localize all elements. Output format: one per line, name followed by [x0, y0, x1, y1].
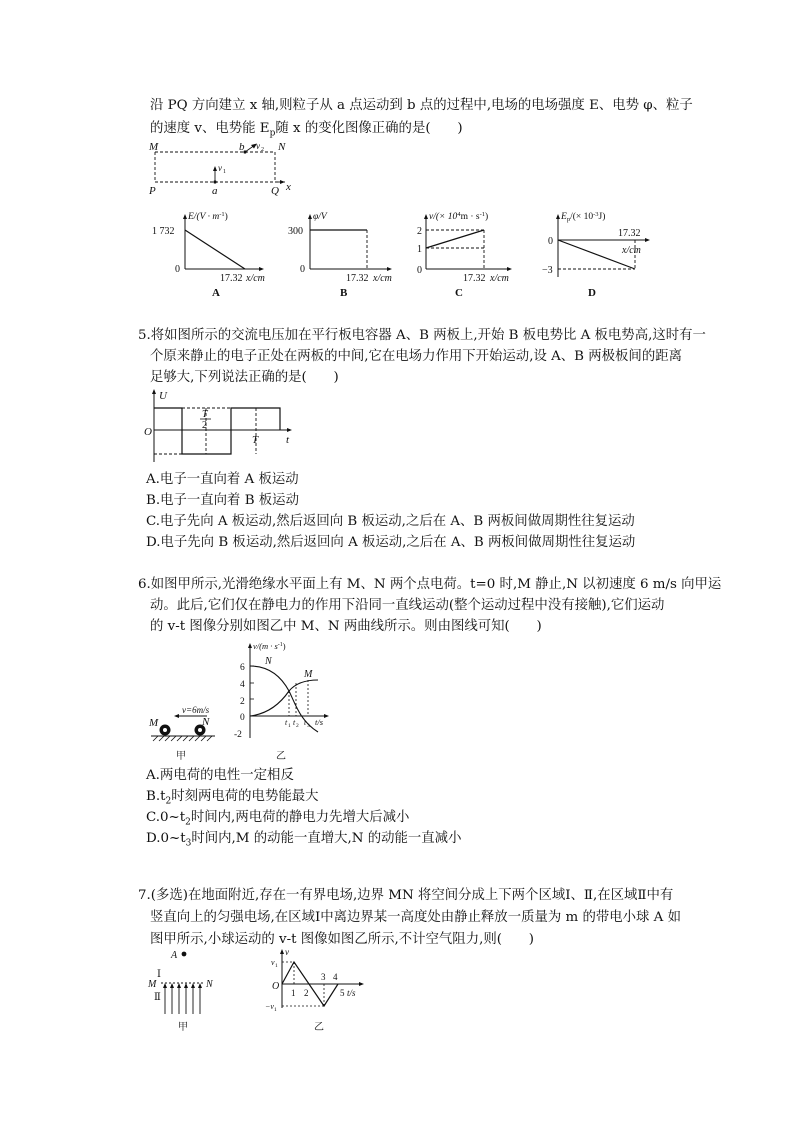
q4c-line	[426, 230, 484, 248]
q6-tick-t3: t	[304, 718, 307, 727]
q6-label-n: N	[202, 716, 210, 728]
q4-stem-line2-b: 随 x 的变化图像正确的是( )	[275, 121, 463, 136]
q4-graph-d	[540, 207, 665, 299]
q4d-option-label: D	[588, 287, 596, 299]
q4d-x-arrowhead	[645, 238, 650, 242]
q4b-ylabel: φ/V	[313, 212, 327, 222]
q7-caption-yi: 乙	[314, 1022, 324, 1033]
q4-field-diagram	[145, 138, 305, 196]
q4-label-a: a	[212, 185, 218, 197]
q7-label-n: N	[206, 979, 213, 990]
q4-x-arrow	[280, 180, 285, 184]
q4d-xlabel: x/cm	[622, 245, 641, 256]
q4-label-v2: v	[256, 141, 260, 151]
q4a-origin: 0	[175, 264, 180, 275]
q7-tick-3: 3	[321, 972, 326, 982]
q5-label-u: U	[159, 390, 167, 402]
q5-stem-line1: 5.将如图所示的交流电压加在平行板电容器 A、B 两板上,开始 B 板电势比 A 板电势高,这时有一	[138, 328, 706, 343]
q6-ytick-neg2: -2	[234, 730, 242, 740]
q4-label-q: Q	[271, 185, 279, 197]
q4a-x-arrowhead	[259, 267, 264, 271]
q7-label-v1-sub: 1	[275, 963, 278, 969]
q4d-y-arrowhead	[556, 214, 560, 219]
q5-label-time: t	[286, 434, 290, 446]
q7-fig-jia	[145, 946, 225, 1036]
q4a-y-arrowhead	[183, 214, 187, 219]
q6-option-a: A.两电荷的电性一定相反	[146, 768, 294, 783]
q4d-xtick: 17.32	[618, 228, 641, 239]
q6-option-b: $B.t_2$时刻两电荷的电势能最大	[146, 789, 319, 807]
q6-stem-line3: 的 v-t 图像分别如图乙中 M、N 两曲线所示。则由图线可知( )	[150, 619, 542, 634]
q6-velocity-arrowhead	[174, 714, 179, 718]
q6-t-label: t/s	[315, 717, 324, 727]
q7-tick-1: 1	[291, 988, 296, 998]
q5-label-t2-den: 2	[202, 420, 207, 431]
q6-tick-t1-sub: 1	[288, 723, 291, 729]
q4c-ytick-top: 2	[417, 226, 422, 237]
q4c-ytick-mid: 1	[417, 244, 422, 255]
q7-tick-2: 2	[304, 988, 309, 998]
q6-charge-m-center	[163, 728, 167, 732]
q7-fig-yi	[262, 946, 372, 1036]
q7-label-v1: v	[271, 958, 275, 967]
q4b-option-label: B	[340, 287, 348, 299]
q6-option-c: $C.0\sim t_2$时间内,两电荷的静电力先增大后减小	[146, 810, 410, 828]
q6-label-n: N	[265, 656, 272, 667]
q4c-origin: 0	[417, 265, 422, 276]
q6-ytick-4: 4	[240, 680, 245, 690]
q4b-ytick: 300	[288, 226, 303, 237]
q5-option-d: D.电子先向 B 板运动,然后返回向 A 板运动,之后在 A、B 两板间做周期性往复运动	[146, 535, 636, 550]
q7-field-lines	[165, 986, 200, 1014]
q5-option-c: C.电子先向 A 板运动,然后返回向 B 板运动,之后在 A、B 两板间做周期性往复运动	[146, 514, 635, 529]
q7-tick-5: 5	[340, 988, 345, 998]
q4c-xtick: 17.32	[463, 273, 486, 284]
q7-label-a: A	[171, 950, 178, 961]
q7-label-o: O	[272, 981, 280, 992]
q7-label-m: M	[148, 979, 157, 990]
q7-label-neg-v1: −v	[265, 1002, 274, 1011]
q6-tick-t3-sub: 3	[307, 723, 310, 729]
q4a-line	[185, 230, 245, 269]
q7-stem-line1: 7.(多选)在地面附近,存在一有界电场,边界 MN 将空间分成上下两个区域Ⅰ、Ⅱ,在区域Ⅱ中有	[138, 888, 674, 903]
q7-ball-a	[182, 952, 187, 957]
q4-label-n: N	[278, 141, 286, 153]
q6-ytick-6: 6	[240, 663, 245, 673]
q4a-xtick: 17.32	[220, 273, 243, 284]
q4-v1-arrowhead	[213, 166, 217, 171]
q7-caption-jia: 甲	[178, 1022, 188, 1033]
q4a-xlabel: x/cm	[246, 273, 265, 284]
q4-label-b: b	[239, 141, 245, 153]
q4a-ylabel: $E/(V \cdot m^{-1})$	[188, 211, 228, 222]
q6-tick-t2: t	[293, 718, 296, 727]
q4b-xlabel: x/cm	[373, 273, 392, 284]
q6-ytick-0: 0	[240, 713, 245, 723]
q4a-ytick: 1 732	[152, 226, 175, 237]
q4-label-v1-sub: 1	[223, 169, 226, 175]
q7-label-neg-v1-sub: 1	[274, 1007, 277, 1013]
q5-label-o: O	[144, 426, 152, 438]
q6-fig-yi	[232, 636, 342, 764]
q4-graph-c	[410, 207, 535, 299]
q4d-ytick-neg: −3	[542, 265, 553, 276]
q4-stem-line1: 沿 PQ 方向建立 x 轴,则粒子从 a 点运动到 b 点的过程中,电场的电场强度 E、电势 φ、粒子	[150, 98, 693, 113]
q6-stem-line1: 6.如图甲所示,光滑绝缘水平面上有 M、N 两个点电荷。t=0 时,M 静止,N 以初速度 6 m/s 向甲运	[138, 577, 722, 592]
q4c-ylabel: $v/(\times 10^4m \cdot s^{-1})$	[429, 211, 489, 222]
q5-t-arrowhead	[287, 428, 292, 432]
q5-option-a: A.电子一直向着 A 板运动	[146, 472, 299, 487]
q6-ytick-2: 2	[240, 697, 245, 707]
q6-label-m: M	[304, 669, 313, 680]
q7-stem-line2: 竖直向上的匀强电场,在区域Ⅰ中离边界某一高度处由静止释放一质量为 m 的带电小球 A 如	[150, 910, 681, 925]
q6-charge-n-center	[198, 728, 202, 732]
q7-label-region-2: Ⅱ	[154, 992, 161, 1003]
q6-caption-jia: 甲	[176, 751, 186, 762]
q7-t-label: t/s	[347, 988, 356, 998]
q6-velocity-label: v=6m/s	[182, 705, 210, 715]
q7-tick-4: 4	[333, 972, 338, 982]
q4b-x-arrowhead	[387, 267, 392, 271]
q7-label-v: v	[285, 947, 289, 957]
q5-stem-line3: 足够大,下列说法正确的是( )	[150, 370, 339, 385]
q5-u-arrowhead	[152, 389, 156, 394]
q6-tick-t2-sub: 2	[296, 723, 299, 729]
q4a-option-label: A	[212, 287, 220, 299]
q6-tick-t1: t	[285, 718, 288, 727]
q7-field-arrowheads	[163, 983, 202, 988]
q4-label-v2-sub: 2	[261, 147, 264, 153]
q4c-y-arrowhead	[424, 214, 428, 219]
q6-stem-line2: 动。此后,它们仅在静电力的作用下沿同一直线运动(整个运动过程中没有接触),它们运动	[150, 598, 665, 613]
q4d-ylabel: $E_p/(\times 10^{-3}J)$	[561, 211, 606, 223]
q4-graph-b	[280, 207, 405, 299]
q4b-y-arrowhead	[308, 214, 312, 219]
q6-label-m: M	[149, 717, 159, 729]
q5-label-t: T	[252, 434, 259, 446]
q4b-xtick: 17.32	[346, 273, 369, 284]
q6-fig-jia	[145, 698, 225, 764]
q6-v-arrowhead	[248, 643, 252, 648]
q5-label-t2-num: T	[202, 409, 208, 420]
q4c-xlabel: x/cm	[490, 273, 509, 284]
q6-caption-yi: 乙	[276, 751, 286, 762]
q4d-origin: 0	[548, 236, 553, 247]
q4-label-m: M	[149, 141, 159, 153]
q5-stem-line2: 个原来静止的电子正处在两板的中间,它在电场力作用下开始运动,设 A、B 两极板间的距离	[150, 349, 682, 364]
q5-square-wave	[154, 408, 280, 454]
q6-t-arrowhead	[324, 714, 329, 718]
q7-stem-line3: 图甲所示,小球运动的 v-t 图像如图乙所示,不计空气阻力,则( )	[150, 932, 534, 947]
q5-option-b: B.电子一直向着 B 板运动	[146, 493, 299, 508]
q7-v-arrowhead	[280, 949, 284, 954]
q6-option-d: $D.0\sim t_3$时间内,M 的动能一直增大,N 的动能一直减小	[146, 831, 462, 849]
q5-voltage-graph	[140, 386, 300, 468]
q4-graph-a	[150, 207, 270, 299]
q4-label-p: P	[149, 185, 156, 197]
q4-stem-line2-a: 的速度 v、电势能 E	[150, 121, 270, 136]
q4-label-x: x	[286, 181, 291, 193]
q4b-origin: 0	[300, 264, 305, 275]
q4-stem-line2-sub: p	[269, 128, 276, 139]
q6-v-label: $v/(m \cdot s^{-1})$	[253, 641, 286, 651]
q4c-x-arrowhead	[507, 267, 512, 271]
q4-label-v1: v	[218, 163, 222, 173]
q6-ground-hatch	[153, 736, 212, 741]
q7-t-arrowhead	[359, 982, 364, 986]
q4c-option-label: C	[455, 287, 463, 299]
q7-label-region-1: Ⅰ	[157, 969, 161, 980]
